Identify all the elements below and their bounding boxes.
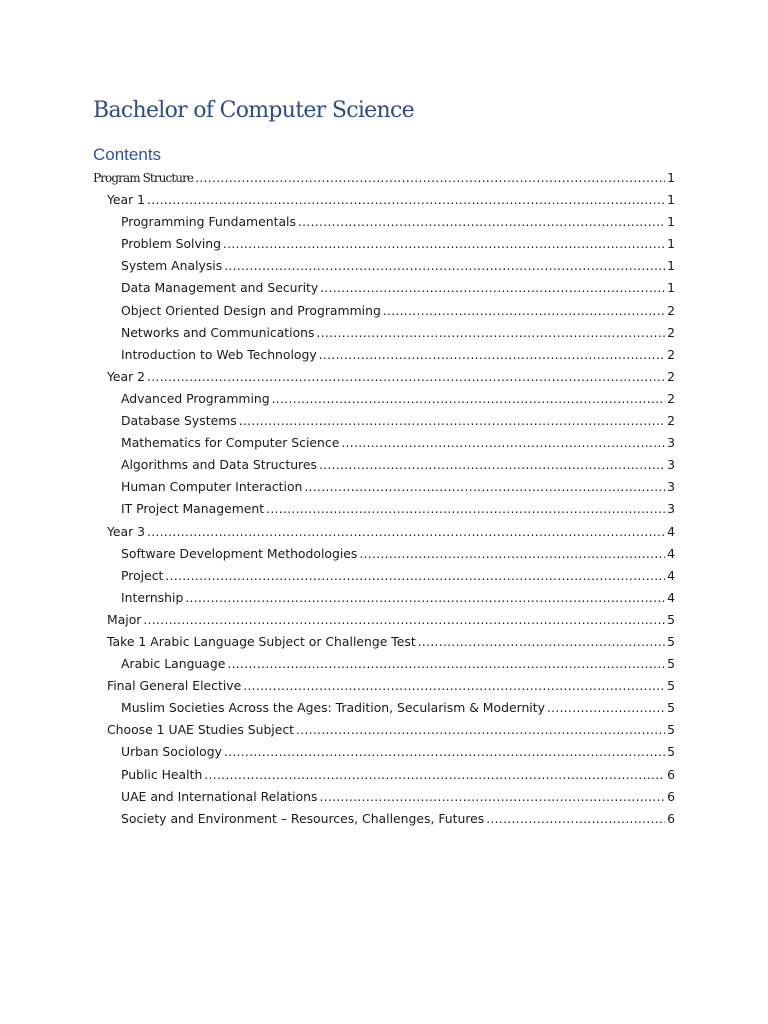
toc-dot-leader (224, 741, 665, 763)
toc-page-number[interactable]: 2 (667, 324, 675, 340)
toc-entry[interactable] (93, 631, 675, 653)
toc-page-number[interactable]: 3 (667, 479, 675, 495)
toc-entry-title[interactable]: IT Project Management (121, 501, 265, 517)
toc-dot-leader (296, 719, 665, 741)
toc-entry[interactable] (93, 521, 675, 543)
toc-entry[interactable] (93, 764, 675, 786)
toc-entry-title[interactable]: Advanced Programming (121, 390, 270, 406)
toc-entry[interactable] (93, 388, 675, 410)
toc-entry[interactable] (93, 741, 675, 763)
toc-entry-title[interactable]: Society and Environment – Resources, Challenges, Futures (121, 810, 485, 826)
toc-dot-leader (239, 410, 665, 432)
toc-entry[interactable] (93, 167, 675, 189)
toc-entry-title[interactable]: Program Structure (93, 171, 194, 185)
toc-entry[interactable] (93, 675, 675, 697)
toc-entry-title[interactable]: Take 1 Arabic Language Subject or Challenge Test (107, 633, 416, 649)
toc-dot-leader (185, 587, 665, 609)
toc-entry-title[interactable]: Algorithms and Data Structures (121, 457, 317, 473)
toc-entry-title[interactable]: Human Computer Interaction (121, 479, 303, 495)
toc-dot-leader (298, 211, 665, 233)
toc-dot-leader (319, 454, 665, 476)
toc-entry[interactable] (93, 786, 675, 808)
toc-entry[interactable] (93, 189, 675, 211)
toc-entry[interactable] (93, 344, 675, 366)
toc-entry[interactable] (93, 432, 675, 454)
toc-dot-leader (272, 388, 665, 410)
toc-entry-title[interactable]: Networks and Communications (121, 324, 315, 340)
toc-page-number[interactable]: 2 (667, 346, 675, 362)
toc-page-number[interactable]: 1 (667, 214, 675, 230)
toc-entry-title[interactable]: UAE and International Relations (121, 788, 318, 804)
toc-page-number[interactable]: 2 (667, 390, 675, 406)
toc-page-number[interactable]: 4 (667, 545, 675, 561)
toc-entry-title[interactable]: Mathematics for Computer Science (121, 435, 340, 451)
toc-dot-leader (341, 432, 665, 454)
toc-entry-title[interactable]: Software Development Methodologies (121, 545, 358, 561)
toc-entry[interactable] (93, 211, 675, 233)
toc-dot-leader (317, 322, 666, 344)
toc-entry[interactable] (93, 476, 675, 498)
toc-entry-title[interactable]: Choose 1 UAE Studies Subject (107, 722, 295, 738)
toc-entry[interactable] (93, 366, 675, 388)
toc-entry-title[interactable]: Final General Elective (107, 678, 242, 694)
toc-dot-leader (147, 366, 665, 388)
toc-dot-leader (165, 565, 665, 587)
toc-dot-leader (223, 233, 665, 255)
toc-page-number[interactable]: 5 (667, 678, 675, 694)
toc-entry-title[interactable]: Muslim Societies Across the Ages: Tradition, Secularism & Modernity (121, 700, 545, 716)
toc-entry[interactable] (93, 808, 675, 830)
toc-entry-title[interactable]: Urban Sociology (121, 744, 222, 760)
toc-dot-leader (319, 344, 665, 366)
toc-entry[interactable] (93, 255, 675, 277)
toc-entry-title[interactable]: Introduction to Web Technology (121, 346, 317, 362)
toc-dot-leader (147, 521, 665, 543)
toc-page-number[interactable]: 5 (667, 700, 675, 716)
toc-entry[interactable] (93, 300, 675, 322)
toc-page-number[interactable]: 6 (667, 766, 675, 782)
toc-page-number[interactable]: 6 (667, 810, 675, 826)
toc-dot-leader (204, 764, 665, 786)
toc-page-number[interactable]: 1 (667, 170, 675, 185)
toc-entry[interactable] (93, 498, 675, 520)
toc-dot-leader (486, 808, 665, 830)
toc-entry[interactable] (93, 233, 675, 255)
toc-heading: Contents (93, 145, 162, 164)
toc-dot-leader (143, 609, 665, 631)
toc-dot-leader (224, 255, 665, 277)
toc-dot-leader (266, 498, 665, 520)
toc-page-number[interactable]: 1 (667, 258, 675, 274)
toc-entry-title[interactable]: Year 2 (107, 368, 146, 384)
toc-entry-title[interactable]: Public Health (121, 766, 203, 782)
toc-dot-leader (147, 189, 665, 211)
toc-dot-leader (320, 277, 665, 299)
toc-page-number[interactable]: 6 (667, 788, 675, 804)
toc-dot-leader (319, 786, 665, 808)
toc-dot-leader (383, 300, 665, 322)
toc-entry-title[interactable]: Arabic Language (121, 656, 226, 672)
toc-page-number[interactable]: 1 (667, 280, 675, 296)
toc-entry-title[interactable]: System Analysis (121, 258, 223, 274)
toc-entry[interactable] (93, 410, 675, 432)
toc-page-number[interactable]: 3 (667, 501, 675, 517)
toc-dot-leader (304, 476, 665, 498)
toc-dot-leader (547, 697, 665, 719)
toc-page-number[interactable]: 5 (667, 656, 675, 672)
toc-page-number[interactable]: 2 (667, 368, 675, 384)
toc-page-number[interactable]: 4 (667, 567, 675, 583)
toc-page-number[interactable]: 3 (667, 457, 675, 473)
toc-dot-leader (227, 653, 665, 675)
toc-entry[interactable] (93, 587, 675, 609)
toc-dot-leader (195, 167, 665, 189)
toc-page-number[interactable]: 3 (667, 435, 675, 451)
toc-entry-title[interactable]: Major (107, 611, 142, 627)
toc-entry[interactable] (93, 609, 675, 631)
toc-page-number[interactable]: 2 (667, 413, 675, 429)
toc-page-number[interactable]: 5 (667, 722, 675, 738)
toc-entry[interactable] (93, 277, 675, 299)
toc-entry[interactable] (93, 454, 675, 476)
toc-page-number[interactable]: 5 (667, 633, 675, 649)
toc-entry[interactable] (93, 719, 675, 741)
table-of-contents (93, 167, 675, 830)
toc-page-number[interactable]: 5 (667, 611, 675, 627)
toc-page-number[interactable]: 5 (667, 744, 675, 760)
toc-entry[interactable] (93, 322, 675, 344)
toc-entry-title[interactable]: Year 3 (107, 523, 146, 539)
toc-entry[interactable] (93, 697, 675, 719)
toc-dot-leader (359, 543, 665, 565)
toc-entry[interactable] (93, 565, 675, 587)
toc-page-number[interactable]: 4 (667, 589, 675, 605)
toc-entry-title[interactable]: Project (121, 567, 164, 583)
toc-entry-title[interactable]: Programming Fundamentals (121, 214, 296, 230)
toc-entry-title[interactable]: Data Management and Security (121, 280, 319, 296)
toc-entry-title[interactable]: Problem Solving (121, 236, 221, 252)
toc-page-number[interactable]: 1 (667, 236, 675, 252)
toc-page-number[interactable]: 2 (667, 302, 675, 318)
document-title: Bachelor of Computer Science (93, 98, 414, 123)
toc-entry[interactable] (93, 543, 675, 565)
toc-entry-title[interactable]: Object Oriented Design and Programming (121, 302, 381, 318)
toc-entry-title[interactable]: Year 1 (107, 192, 146, 208)
toc-page-number[interactable]: 1 (667, 192, 675, 208)
toc-entry-title[interactable]: Database Systems (121, 413, 237, 429)
toc-page-number[interactable]: 4 (667, 523, 675, 539)
toc-dot-leader (418, 631, 665, 653)
toc-entry[interactable] (93, 653, 675, 675)
toc-dot-leader (243, 675, 665, 697)
toc-entry-title[interactable]: Internship (121, 589, 184, 605)
